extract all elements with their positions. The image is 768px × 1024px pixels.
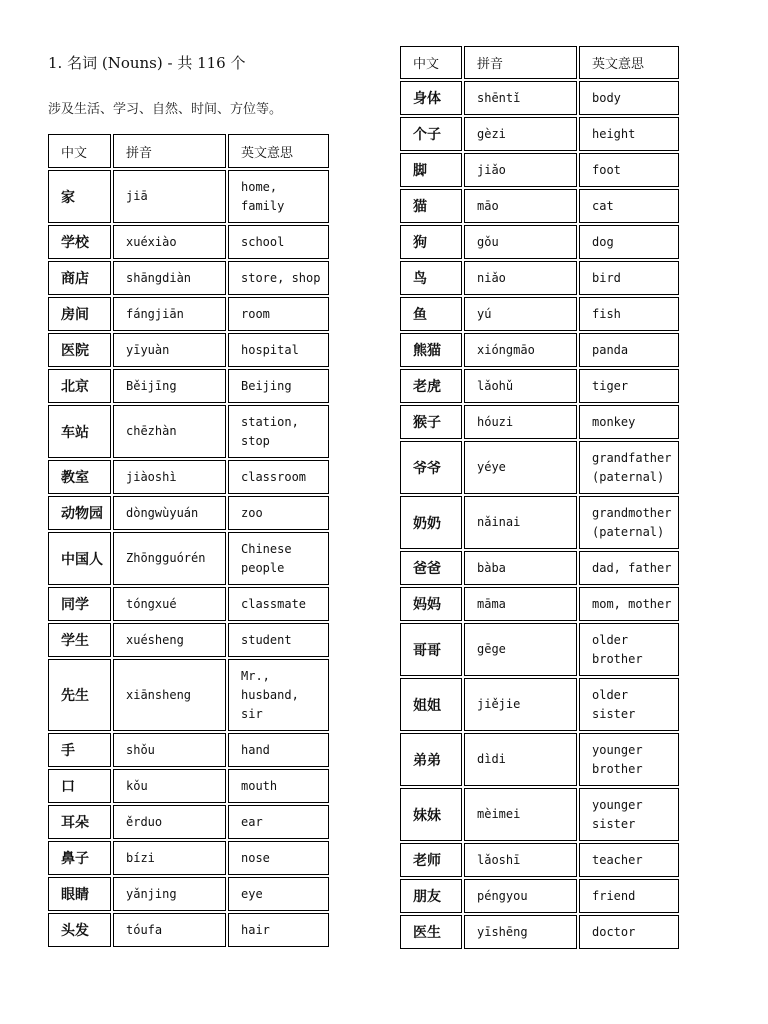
table-row — [48, 769, 329, 803]
english-meaning: hair — [241, 922, 270, 937]
table-row — [400, 915, 679, 949]
pinyin-cell: péngyou — [464, 879, 577, 913]
table-row — [400, 333, 679, 367]
pinyin-cell: xióngmāo — [464, 333, 577, 367]
english-cell — [579, 261, 679, 295]
chinese-cell: 爷爷 — [400, 441, 462, 494]
pinyin-cell: yīyuàn — [113, 333, 226, 367]
english-cell — [579, 843, 679, 877]
english-cell — [579, 369, 679, 403]
english-meaning: eye — [241, 886, 263, 901]
english-cell — [228, 496, 329, 530]
chinese-cell: 猴子 — [400, 405, 462, 439]
pinyin-cell: shēntǐ — [464, 81, 577, 115]
pinyin-cell: yīshēng — [464, 915, 577, 949]
table-row — [400, 81, 679, 115]
column-header-chinese: 中文 — [48, 134, 111, 168]
table-row — [48, 333, 329, 367]
table-header-row — [400, 46, 679, 79]
chinese-cell: 北京 — [48, 369, 111, 403]
table-row — [400, 405, 679, 439]
pinyin-cell: gǒu — [464, 225, 577, 259]
table-row — [400, 297, 679, 331]
pinyin-cell: yǎnjing — [113, 877, 226, 911]
english-meaning: cat — [592, 198, 614, 213]
chinese-cell: 猫 — [400, 189, 462, 223]
column-header-chinese: 中文 — [400, 46, 462, 79]
pinyin-cell: lǎohǔ — [464, 369, 577, 403]
english-cell — [228, 733, 329, 767]
english-meaning: bird — [592, 270, 621, 285]
pinyin-cell: xuéxiào — [113, 225, 226, 259]
english-cell — [579, 189, 679, 223]
english-meaning: home, family — [241, 179, 285, 213]
english-meaning: hospital — [241, 342, 299, 357]
english-meaning: zoo — [241, 505, 263, 520]
english-meaning: school — [241, 234, 285, 249]
english-cell — [228, 297, 329, 331]
english-cell — [579, 496, 679, 549]
english-cell — [579, 225, 679, 259]
english-cell — [579, 297, 679, 331]
pinyin-cell: Zhōngguórén — [113, 532, 226, 585]
table-row — [48, 170, 329, 223]
english-meaning: body — [592, 90, 621, 105]
pinyin-cell: xiānsheng — [113, 659, 226, 731]
pinyin-cell: tóufa — [113, 913, 226, 947]
table-row — [400, 153, 679, 187]
english-meaning: panda — [592, 342, 629, 357]
table-row — [400, 441, 679, 494]
english-meaning: friend — [592, 888, 636, 903]
table-row — [48, 913, 329, 947]
pinyin-cell: nǎinai — [464, 496, 577, 549]
english-meaning: tiger — [592, 378, 629, 393]
pinyin-cell: jiā — [113, 170, 226, 223]
chinese-cell: 同学 — [48, 587, 111, 621]
english-cell — [579, 788, 679, 841]
table-row — [400, 678, 679, 731]
pinyin-cell: niǎo — [464, 261, 577, 295]
chinese-cell: 中国人 — [48, 532, 111, 585]
english-cell — [228, 369, 329, 403]
english-meaning: fish — [592, 306, 621, 321]
english-meaning: teacher — [592, 852, 643, 867]
english-cell — [228, 805, 329, 839]
english-meaning: height — [592, 126, 636, 141]
pinyin-cell: bízi — [113, 841, 226, 875]
pinyin-cell: māo — [464, 189, 577, 223]
chinese-cell: 鸟 — [400, 261, 462, 295]
pinyin-cell: xuésheng — [113, 623, 226, 657]
english-meaning: room — [241, 306, 270, 321]
chinese-cell: 妈妈 — [400, 587, 462, 621]
english-cell — [579, 153, 679, 187]
chinese-cell: 商店 — [48, 261, 111, 295]
english-meaning: grandfather (paternal) — [592, 450, 672, 484]
chinese-cell: 学生 — [48, 623, 111, 657]
chinese-cell: 朋友 — [400, 879, 462, 913]
chinese-cell: 眼睛 — [48, 877, 111, 911]
chinese-cell: 爸爸 — [400, 551, 462, 585]
chinese-cell: 头发 — [48, 913, 111, 947]
english-meaning: younger sister — [592, 797, 643, 831]
table-row — [400, 788, 679, 841]
chinese-cell: 手 — [48, 733, 111, 767]
table-row — [400, 225, 679, 259]
pinyin-cell: yéye — [464, 441, 577, 494]
section-description: 涉及生活、学习、自然、时间、方位等。 — [48, 102, 283, 117]
pinyin-cell: hóuzi — [464, 405, 577, 439]
english-cell — [228, 532, 329, 585]
pinyin-cell: Běijīng — [113, 369, 226, 403]
pinyin-cell: mèimei — [464, 788, 577, 841]
table-row — [400, 623, 679, 676]
english-cell — [579, 879, 679, 913]
english-cell — [228, 460, 329, 494]
english-cell — [579, 117, 679, 151]
chinese-cell: 弟弟 — [400, 733, 462, 786]
english-meaning: station, stop — [241, 414, 299, 448]
vocab-table-left — [46, 132, 331, 949]
pinyin-cell: dìdi — [464, 733, 577, 786]
english-meaning: foot — [592, 162, 621, 177]
english-cell — [228, 170, 329, 223]
table-row — [48, 297, 329, 331]
english-cell — [228, 841, 329, 875]
chinese-cell: 老虎 — [400, 369, 462, 403]
english-cell — [579, 733, 679, 786]
english-meaning: classroom — [241, 469, 307, 484]
column-header-english: 英文意思 — [228, 134, 329, 168]
table-row — [48, 496, 329, 530]
chinese-cell: 身体 — [400, 81, 462, 115]
chinese-cell: 鼻子 — [48, 841, 111, 875]
english-cell — [228, 225, 329, 259]
english-cell — [579, 623, 679, 676]
table-row — [48, 805, 329, 839]
chinese-cell: 教室 — [48, 460, 111, 494]
chinese-cell: 车站 — [48, 405, 111, 458]
table-row — [400, 496, 679, 549]
english-cell — [228, 913, 329, 947]
chinese-cell: 医生 — [400, 915, 462, 949]
english-cell — [579, 81, 679, 115]
english-meaning: hand — [241, 742, 270, 757]
table-row — [48, 225, 329, 259]
pinyin-cell: tóngxué — [113, 587, 226, 621]
chinese-cell: 鱼 — [400, 297, 462, 331]
column-header-pinyin: 拼音 — [464, 46, 577, 79]
english-cell — [579, 678, 679, 731]
table-row — [48, 261, 329, 295]
english-cell — [579, 333, 679, 367]
english-meaning: Beijing — [241, 378, 292, 393]
english-cell — [228, 659, 329, 731]
pinyin-cell: gēge — [464, 623, 577, 676]
english-meaning: doctor — [592, 924, 636, 939]
english-meaning: Mr., husband, sir — [241, 668, 299, 721]
chinese-cell: 耳朵 — [48, 805, 111, 839]
pinyin-cell: dòngwùyuán — [113, 496, 226, 530]
chinese-cell: 熊猫 — [400, 333, 462, 367]
english-meaning: classmate — [241, 596, 307, 611]
pinyin-cell: lǎoshī — [464, 843, 577, 877]
table-row — [400, 261, 679, 295]
table-row — [400, 117, 679, 151]
chinese-cell: 医院 — [48, 333, 111, 367]
english-meaning: Chinese people — [241, 541, 292, 575]
pinyin-cell: shāngdiàn — [113, 261, 226, 295]
pinyin-cell: shǒu — [113, 733, 226, 767]
english-cell — [579, 551, 679, 585]
chinese-cell: 学校 — [48, 225, 111, 259]
chinese-cell: 先生 — [48, 659, 111, 731]
pinyin-cell: jiàoshì — [113, 460, 226, 494]
english-meaning: grandmother (paternal) — [592, 505, 672, 539]
english-cell — [579, 915, 679, 949]
chinese-cell: 口 — [48, 769, 111, 803]
pinyin-cell: yú — [464, 297, 577, 331]
table-header-row — [48, 134, 329, 168]
chinese-cell: 老师 — [400, 843, 462, 877]
pinyin-cell: jiǎo — [464, 153, 577, 187]
chinese-cell: 房间 — [48, 297, 111, 331]
chinese-cell: 姐姐 — [400, 678, 462, 731]
table-row — [400, 843, 679, 877]
english-cell — [228, 333, 329, 367]
table-row — [48, 460, 329, 494]
english-cell — [579, 441, 679, 494]
chinese-cell: 家 — [48, 170, 111, 223]
pinyin-cell: fángjiān — [113, 297, 226, 331]
column-header-english: 英文意思 — [579, 46, 679, 79]
english-meaning: student — [241, 632, 292, 647]
table-row — [400, 551, 679, 585]
pinyin-cell: gèzi — [464, 117, 577, 151]
english-cell — [228, 769, 329, 803]
table-row — [400, 369, 679, 403]
english-meaning: older brother — [592, 632, 643, 666]
english-meaning: older sister — [592, 687, 636, 721]
english-cell — [228, 877, 329, 911]
table-row — [48, 587, 329, 621]
pinyin-cell: chēzhàn — [113, 405, 226, 458]
english-cell — [228, 405, 329, 458]
english-meaning: nose — [241, 850, 270, 865]
table-row — [48, 841, 329, 875]
pinyin-cell: ěrduo — [113, 805, 226, 839]
column-header-pinyin: 拼音 — [113, 134, 226, 168]
table-row — [400, 733, 679, 786]
table-row — [400, 587, 679, 621]
table-row — [48, 659, 329, 731]
chinese-cell: 奶奶 — [400, 496, 462, 549]
english-meaning: store, shop — [241, 270, 321, 285]
chinese-cell: 脚 — [400, 153, 462, 187]
english-cell — [579, 587, 679, 621]
english-cell — [228, 587, 329, 621]
english-meaning: mouth — [241, 778, 278, 793]
chinese-cell: 动物园 — [48, 496, 111, 530]
pinyin-cell: jiějie — [464, 678, 577, 731]
table-row — [48, 369, 329, 403]
pinyin-cell: māma — [464, 587, 577, 621]
english-cell — [228, 261, 329, 295]
table-row — [48, 733, 329, 767]
english-meaning: mom, mother — [592, 596, 672, 611]
vocab-table-right — [398, 44, 681, 951]
english-cell — [228, 623, 329, 657]
table-row — [400, 189, 679, 223]
english-cell — [579, 405, 679, 439]
chinese-cell: 狗 — [400, 225, 462, 259]
chinese-cell: 妹妹 — [400, 788, 462, 841]
pinyin-cell: kǒu — [113, 769, 226, 803]
pinyin-cell: bàba — [464, 551, 577, 585]
table-row — [48, 532, 329, 585]
section-heading: 1. 名词 (Nouns) - 共 116 个 — [48, 54, 246, 72]
chinese-cell: 个子 — [400, 117, 462, 151]
english-meaning: younger brother — [592, 742, 643, 776]
english-meaning: monkey — [592, 414, 636, 429]
chinese-cell: 哥哥 — [400, 623, 462, 676]
table-row — [400, 879, 679, 913]
table-row — [48, 405, 329, 458]
table-row — [48, 877, 329, 911]
english-meaning: ear — [241, 814, 263, 829]
english-meaning: dog — [592, 234, 614, 249]
english-meaning: dad, father — [592, 560, 672, 575]
table-row — [48, 623, 329, 657]
